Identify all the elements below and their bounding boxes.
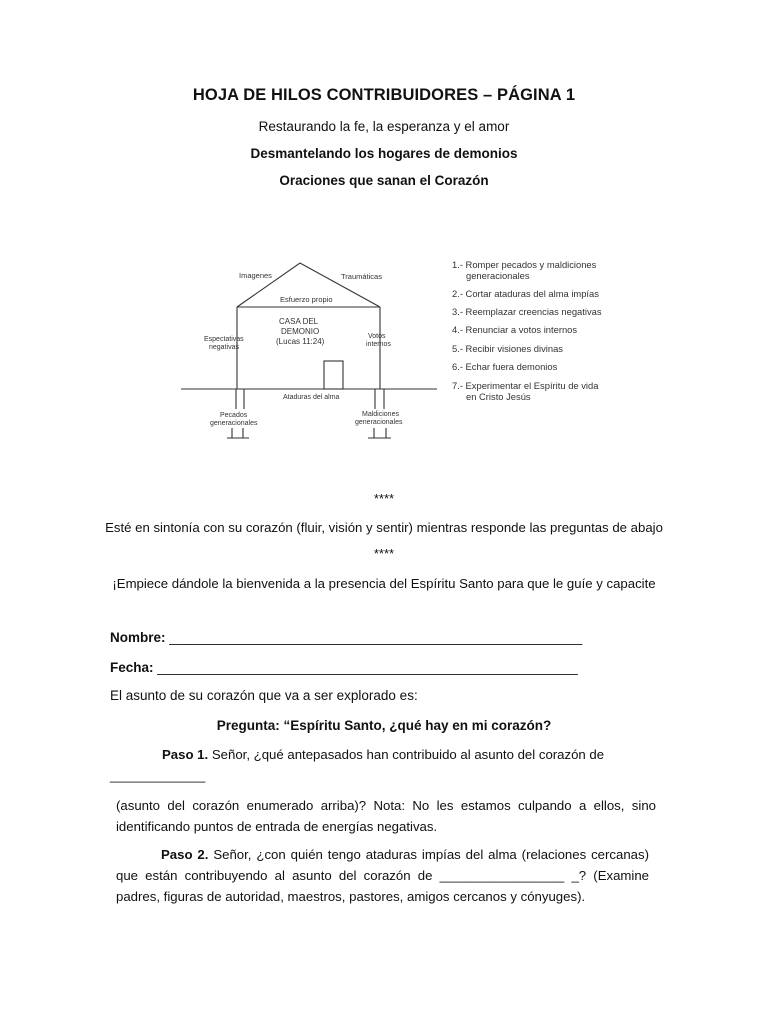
paso1-continuation: (asunto del corazón enumerado arriba)? Nota: No les estamos culpando a ellos, sino identificando puntos de entrada de energías negativas. bbox=[116, 798, 656, 834]
paso1-text: Señor, ¿qué antepasados han contribuido al asunto del corazón de bbox=[208, 747, 605, 762]
label-center-1: CASA DEL bbox=[279, 317, 319, 326]
steps-list-item: 7.- Experimentar el Espíritu de vida en Cristo Jesús bbox=[452, 380, 599, 402]
instruction-text: Esté en sintonía con su corazón (fluir, visión y sentir) mientras responde las preguntas de abajo bbox=[105, 520, 663, 535]
name-field[interactable] bbox=[110, 630, 582, 645]
heading-prayers: Oraciones que sanan el Corazón bbox=[279, 173, 489, 188]
subtitle: Restaurando la fe, la esperanza y el amor bbox=[258, 119, 510, 134]
date-label: Fecha: bbox=[110, 660, 154, 675]
label-ground: Ataduras del alma bbox=[283, 394, 340, 401]
label-beam: Esfuerzo propio bbox=[280, 295, 333, 304]
welcome-text: ¡Empiece dándole la bienvenida a la presencia del Espíritu Santo para que le guíe y capacite bbox=[112, 576, 656, 591]
paso2-label: Paso 2. bbox=[161, 847, 209, 862]
label-right-wall: Votos bbox=[368, 333, 386, 340]
label-center-2: DEMONIO bbox=[281, 327, 320, 336]
label-center-3: (Lucas 11:24) bbox=[276, 337, 325, 346]
paso1-blank[interactable]: _____________ bbox=[110, 768, 206, 783]
name-label: Nombre: bbox=[110, 630, 166, 645]
label-root-right-2: generacionales bbox=[355, 419, 403, 426]
name-blank[interactable]: _______________________________________________________ bbox=[169, 630, 583, 645]
label-left-wall: Espectativas bbox=[204, 336, 244, 343]
label-right-wall-2: internos bbox=[366, 341, 391, 348]
question-heading: Pregunta: “Espíritu Santo, ¿qué hay en mi corazón? bbox=[216, 718, 552, 733]
date-field[interactable] bbox=[110, 660, 578, 675]
separator-stars: **** bbox=[373, 546, 395, 561]
label-roof-right: Traumáticas bbox=[341, 272, 382, 281]
paso1-label: Paso 1. bbox=[162, 747, 209, 762]
steps-list-item: 1.- Romper pecados y maldiciones generacionales bbox=[452, 259, 597, 281]
date-blank[interactable]: ________________________________________________________ bbox=[157, 660, 578, 675]
label-roof-left: Imagenes bbox=[239, 271, 272, 280]
label-left-wall-2: negativas bbox=[209, 344, 239, 351]
steps-list-item: 3.- Reemplazar creencias negativas bbox=[452, 306, 602, 317]
label-root-left: Pecados bbox=[220, 412, 248, 419]
door-shape bbox=[324, 361, 343, 389]
heading-dismantling: Desmantelando los hogares de demonios bbox=[250, 146, 518, 161]
paso1-first-line bbox=[162, 744, 662, 766]
steps-list-item: 6.- Echar fuera demonios bbox=[452, 361, 558, 372]
topic-text: El asunto de su corazón que va a ser explorado es: bbox=[110, 688, 418, 703]
paso2-text: Señor, ¿con quién tengo ataduras impías del alma (relaciones cercanas) que están contribuyendo al asunto del corazón de _________________ _? (Examine padres, figuras de autoridad, maestros, pastores, amigos cercanos y cónyuges). bbox=[116, 847, 649, 904]
steps-list-item: 5.- Recibir visiones divinas bbox=[452, 343, 563, 354]
label-root-left-2: generacionales bbox=[210, 420, 258, 427]
page-title: HOJA DE HILOS CONTRIBUIDORES – PÁGINA 1 bbox=[192, 86, 576, 104]
paso2-paragraph bbox=[116, 844, 649, 907]
steps-list-item: 2.- Cortar ataduras del alma impías bbox=[452, 288, 599, 299]
house-diagram bbox=[175, 250, 445, 450]
steps-list-item: 4.- Renunciar a votos internos bbox=[452, 324, 578, 335]
label-root-right: Maldiciones bbox=[362, 411, 399, 418]
separator-stars: **** bbox=[373, 491, 395, 506]
